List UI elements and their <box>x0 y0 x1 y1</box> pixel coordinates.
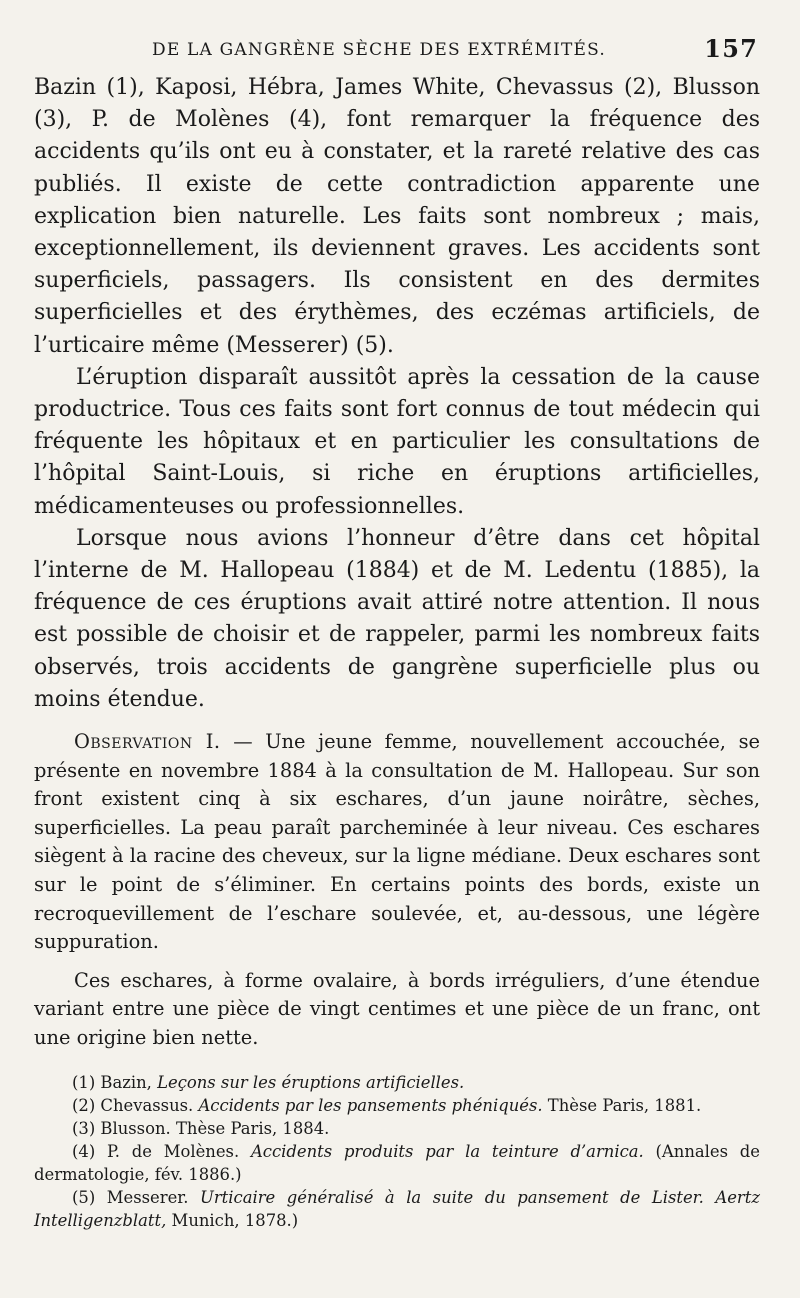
main-text <box>34 72 760 716</box>
footnote-3 <box>34 1117 760 1140</box>
paragraph-1: Bazin (1), Kaposi, Hébra, James White, Chevassus (2), Blusson (3), P. de Molènes (4), font remarquer la fréquence des accidents qu’ils ont eu à constater, et la rareté relative des cas publiés. Il existe de cette contradiction apparente une explication bien naturelle. Les faits sont nombreux ; mais, exceptionnellement, ils deviennent graves. Les accidents sont superficiels, passagers. Ils consistent en des dermites superficielles et des érythèmes, des eczémas artificiels, de l’urticaire même (Messerer) (5). <box>34 75 760 358</box>
footnote-mark: (1) Bazin, <box>72 1072 158 1092</box>
footnote-1 <box>34 1071 760 1094</box>
footnote-2 <box>34 1094 760 1117</box>
running-head <box>34 34 760 64</box>
footnote-mark: (3) Blusson. <box>72 1118 176 1138</box>
footnote-rest: (Annales de dermatologie, fév. 1886.) <box>34 1141 760 1184</box>
page-number: 157 <box>704 34 758 63</box>
running-head-title: DE LA GANGRÈNE SÈCHE DES EXTRÉMITÉS. <box>152 40 606 60</box>
footnote-title: Accidents produits par la teinture d’arnica. <box>250 1141 644 1161</box>
footnote-rest: Thèse Paris, 1884. <box>175 1118 330 1138</box>
paragraph-2: L’éruption disparaît aussitôt après la cessation de la cause productrice. Tous ces faits sont fort connus de tout médecin qui fréquente les hôpitaux et en particulier les consultations de l’hôpital Saint-Louis, si riche en éruptions artificielles, médicamenteuses ou professionnelles. <box>34 364 760 519</box>
footnote-mark: (2) Chevassus. <box>72 1095 199 1115</box>
footnote-5 <box>34 1186 760 1232</box>
footnote-mark: (5) Messerer. <box>72 1187 201 1207</box>
paragraph-3: Lorsque nous avions l’honneur d’être dans cet hôpital l’interne de M. Hallopeau (1884) et de M. Ledentu (1885), la fréquence de ces éruptions avait attiré notre attention. Il nous est possible de choisir et de rappeler, parmi les nombreux faits observés, trois accidents de gangrène superficielle plus ou moins étendue. <box>34 525 760 712</box>
footnote-4 <box>34 1140 760 1186</box>
footnote-mark: (4) P. de Molènes. <box>72 1141 251 1161</box>
observation-paragraph-1 <box>34 728 760 957</box>
footnotes <box>34 1071 760 1232</box>
observation-label: Observation I. <box>74 730 221 754</box>
footnote-rest: Thèse Paris, 1881. <box>542 1095 702 1115</box>
footnote-title: Accidents par les pansements phéniqués. <box>198 1095 543 1115</box>
footnote-title: Urticaire généralisé à la suite du pansement de Lister. Aertz Intelligenzblatt, <box>34 1187 760 1230</box>
footnote-rest: Munich, 1878.) <box>166 1210 299 1230</box>
observation-paragraph-2: Ces eschares, à forme ovalaire, à bords irréguliers, d’une étendue variant entre une pièce de vingt centimes et une pièce de un franc, ont une origine bien nette. <box>34 968 760 1049</box>
observation-section <box>34 728 760 1053</box>
footnote-title: Leçons sur les éruptions artificielles. <box>157 1072 465 1092</box>
observation-text-1: — Une jeune femme, nouvellement accouchée, se présente en novembre 1884 à la consultation de M. Hallopeau. Sur son front existent cinq à six eschares, d’un jaune noirâtre, sèches, superficielles. La peau paraît parcheminée à leur niveau. Ces eschares siègent à la racine des cheveux, sur la ligne médiane. Deux eschares sont sur le point de s’éliminer. En certains points des bords, existe un recroquevillement de l’eschare soulevée, et, au-dessous, une légère suppuration. <box>34 730 760 954</box>
